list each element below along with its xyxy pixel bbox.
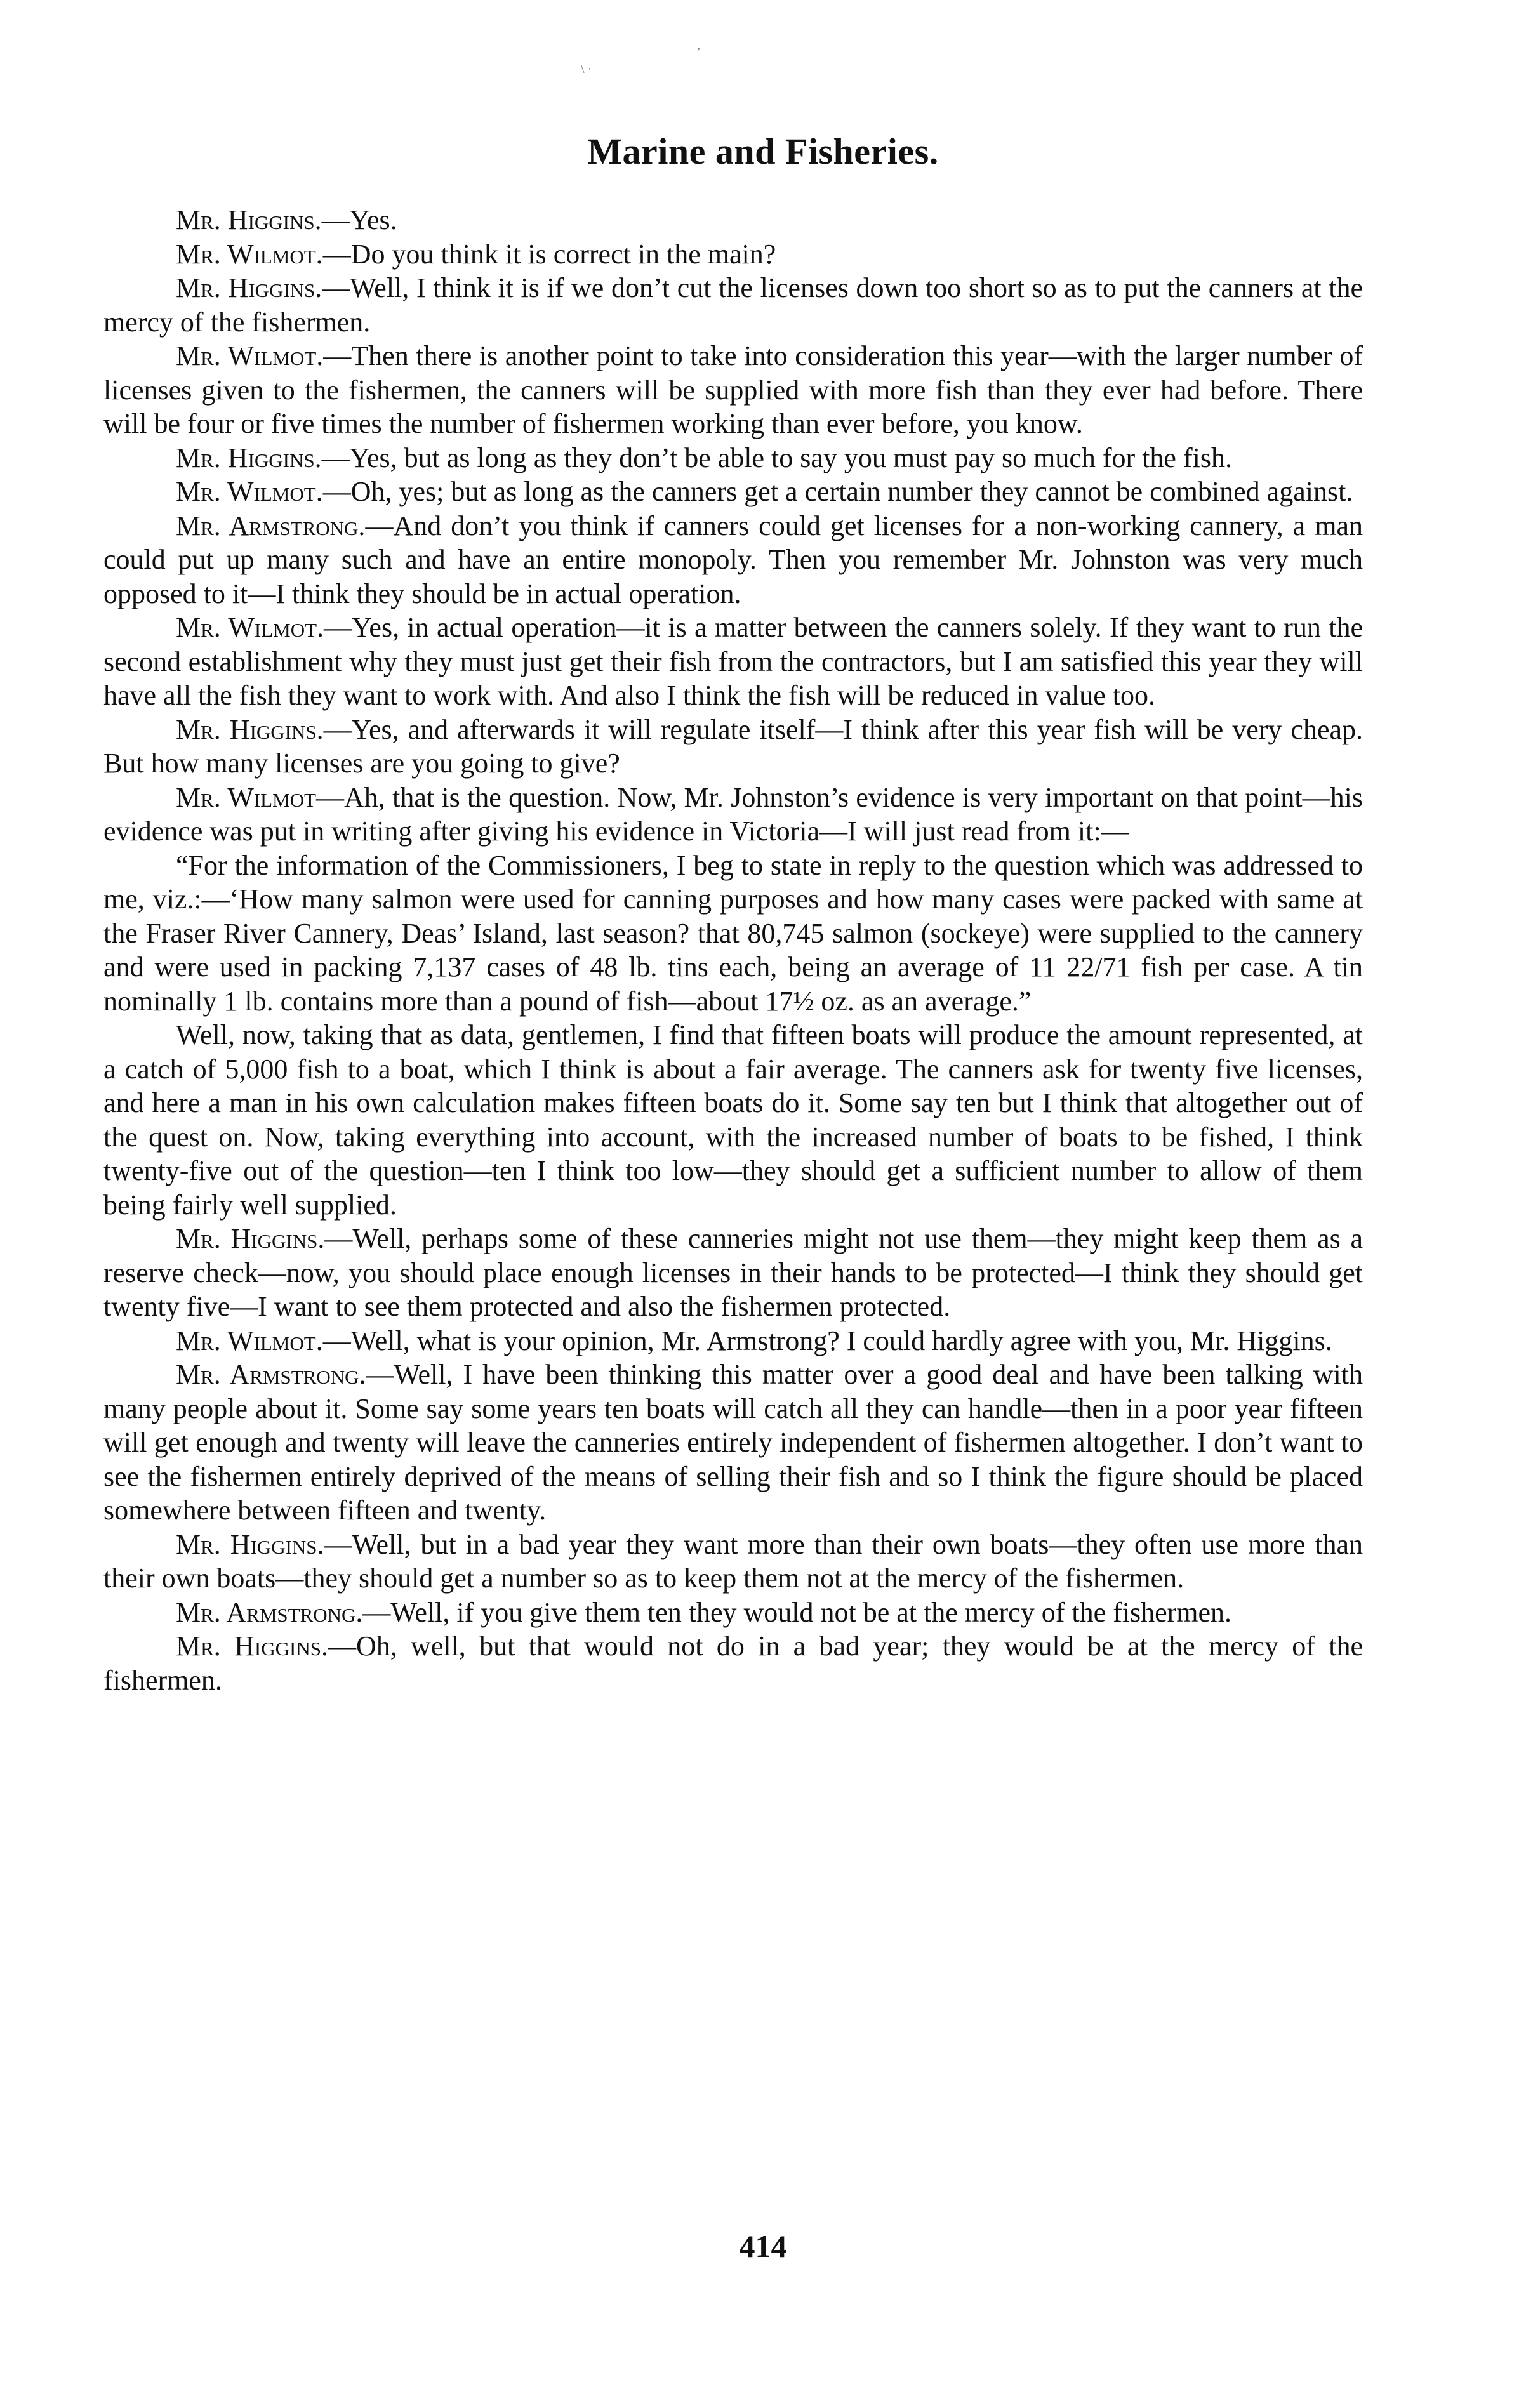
paragraph-text: —Well, but in a bad year they want more than their own boats—they often use more than their own boats—they should get a number so as to keep them not at the mercy of the fishermen.: [103, 1528, 1363, 1594]
paragraph: [103, 611, 1363, 713]
print-speck: ,: [697, 38, 700, 52]
paragraph: [103, 475, 1363, 509]
paragraph-text: —Yes, but as long as they don’t be able to say you must pay so much for the fish.: [321, 442, 1232, 473]
paragraph: [103, 271, 1363, 339]
speaker-name: Mr. Wilmot: [176, 781, 316, 813]
paragraph-text: Well, now, taking that as data, gentlemen, I find that fifteen boats will produce the amount represented, at a catch of 5,000 fish to a boat, which I think is about a fair average. The canners ask for twenty five licenses, and here a man in his own calculation makes fifteen boats do it. Some say ten but I think that altogether out of the quest on. Now, taking everything into account, with the increased number of boats to be fished, I think twenty-five out of the question—ten I think too low—they should get a sufficient number to allow of them being fairly well supplied.: [103, 1019, 1363, 1221]
paragraph: [103, 237, 1363, 272]
paragraph: [103, 713, 1363, 781]
page-number: 414: [739, 2228, 787, 2264]
page-title: Marine and Fisheries.: [587, 131, 939, 172]
speaker-name: Mr. Higgins.: [176, 713, 324, 745]
speaker-name: Mr. Higgins.: [176, 1528, 324, 1560]
paragraph: [103, 339, 1363, 441]
speaker-name: Mr. Wilmot.: [176, 612, 324, 643]
speaker-name: Mr. Wilmot.: [176, 238, 323, 270]
speaker-name: Mr. Armstrong.: [176, 510, 366, 541]
speaker-name: Mr. Higgins.: [176, 204, 322, 235]
paragraph-text: —Then there is another point to take into consideration this year—with the larger number of licenses given to the fishermen, the canners will be supplied with more fish than they ever had before. There will be four or five times the number of fishermen working than ever before, you know.: [103, 340, 1363, 439]
paragraph-text: —Oh, yes; but as long as the canners get a certain number they cannot be combined against.: [322, 476, 1353, 507]
speaker-name: Mr. Higgins.: [176, 1223, 325, 1254]
paragraph: [103, 781, 1363, 849]
speaker-name: Mr. Armstrong.: [176, 1359, 366, 1390]
paragraph: [103, 1528, 1363, 1596]
print-speck: \ ·: [581, 62, 592, 76]
paragraph-text: —Yes.: [321, 204, 397, 235]
paragraph: [103, 1018, 1363, 1222]
speaker-name: Mr. Higgins.: [176, 442, 322, 473]
paragraph-text: —Well, I have been thinking this matter over a good deal and have been talking with many people about it. Some say some years ten boats will catch all they can handle—then in a poor year fifteen will get enough and twenty will leave the canneries entirely independent of fishermen altogether. I don’t want to see the fishermen entirely deprived of the means of selling their fish and so I think the figure should be placed somewhere between fifteen and twenty.: [103, 1359, 1363, 1526]
paragraph: [103, 1358, 1363, 1528]
speaker-name: Mr. Armstrong.: [176, 1596, 363, 1628]
paragraph: [103, 1629, 1363, 1697]
paragraph-text: “For the information of the Commissioners, I beg to state in reply to the question which was addressed to me, viz.:—‘How many salmon were used for canning purposes and how many cases were packed with same at the Fraser River Cannery, Deas’ Island, last season? that 80,745 salmon (sockeye) were supplied to the cannery and were used in packing 7,137 cases of 48 lb. tins each, being an average of 11 22/71 fish per case. A tin nominally 1 lb. contains more than a pound of fish—about 17½ oz. as an average.”: [103, 849, 1363, 1017]
speaker-name: Mr. Higgins.: [176, 1631, 328, 1662]
paragraph-text: —Well, if you give them ten they would not be at the mercy of the fishermen.: [362, 1596, 1232, 1628]
paragraph: [103, 1324, 1363, 1358]
paragraph: [103, 441, 1363, 475]
quoted-evidence: [103, 849, 1363, 1019]
paragraph-text: —Well, I think it is if we don’t cut the licenses down too short so as to put the canners at the mercy of the fishermen.: [103, 272, 1363, 338]
speaker-name: Mr. Higgins.: [176, 272, 322, 303]
body-text: [103, 203, 1363, 1697]
paragraph-text: —Ah, that is the question. Now, Mr. Johnston’s evidence is very important on that point—his evidence was put in writing after giving his evidence in Victoria—I will just read from it:—: [103, 781, 1363, 847]
paragraph-text: —Well, perhaps some of these canneries might not use them—they might keep them as a reserve check—now, you should place enough licenses in their hands to be protected—I think they should get twenty five—I want to see them protected and also the fishermen protected.: [103, 1223, 1363, 1322]
speaker-name: Mr. Wilmot.: [176, 1325, 323, 1356]
paragraph-text: —Yes, in actual operation—it is a matter between the canners solely. If they want to run the second establishment why they must just get their fish from the contractors, but I am satisfied this year they will have all the fish they want to work with. And also I think the fish will be reduced in value too.: [103, 612, 1363, 711]
paragraph-text: —Yes, and afterwards it will regulate itself—I think after this year fish will be very cheap. But how many licenses are you going to give?: [103, 713, 1363, 779]
paragraph: [103, 203, 1363, 237]
paragraph-text: —Oh, well, but that would not do in a bad year; they would be at the mercy of the fishermen.: [103, 1631, 1363, 1696]
paragraph: [103, 1222, 1363, 1324]
speaker-name: Mr. Wilmot.: [176, 476, 323, 507]
paragraph-text: —And don’t you think if canners could get licenses for a non-working cannery, a man could put up many such and have an entire monopoly. Then you remember Mr. Johnston was very much opposed to it—I think they should be in actual operation.: [103, 510, 1363, 609]
paragraph-text: —Well, what is your opinion, Mr. Armstrong? I could hardly agree with you, Mr. Higgins.: [322, 1325, 1332, 1356]
paragraph-text: —Do you think it is correct in the main?: [322, 238, 776, 270]
paragraph: [103, 509, 1363, 611]
paragraph: [103, 1596, 1363, 1630]
speaker-name: Mr. Wilmot.: [176, 340, 324, 371]
